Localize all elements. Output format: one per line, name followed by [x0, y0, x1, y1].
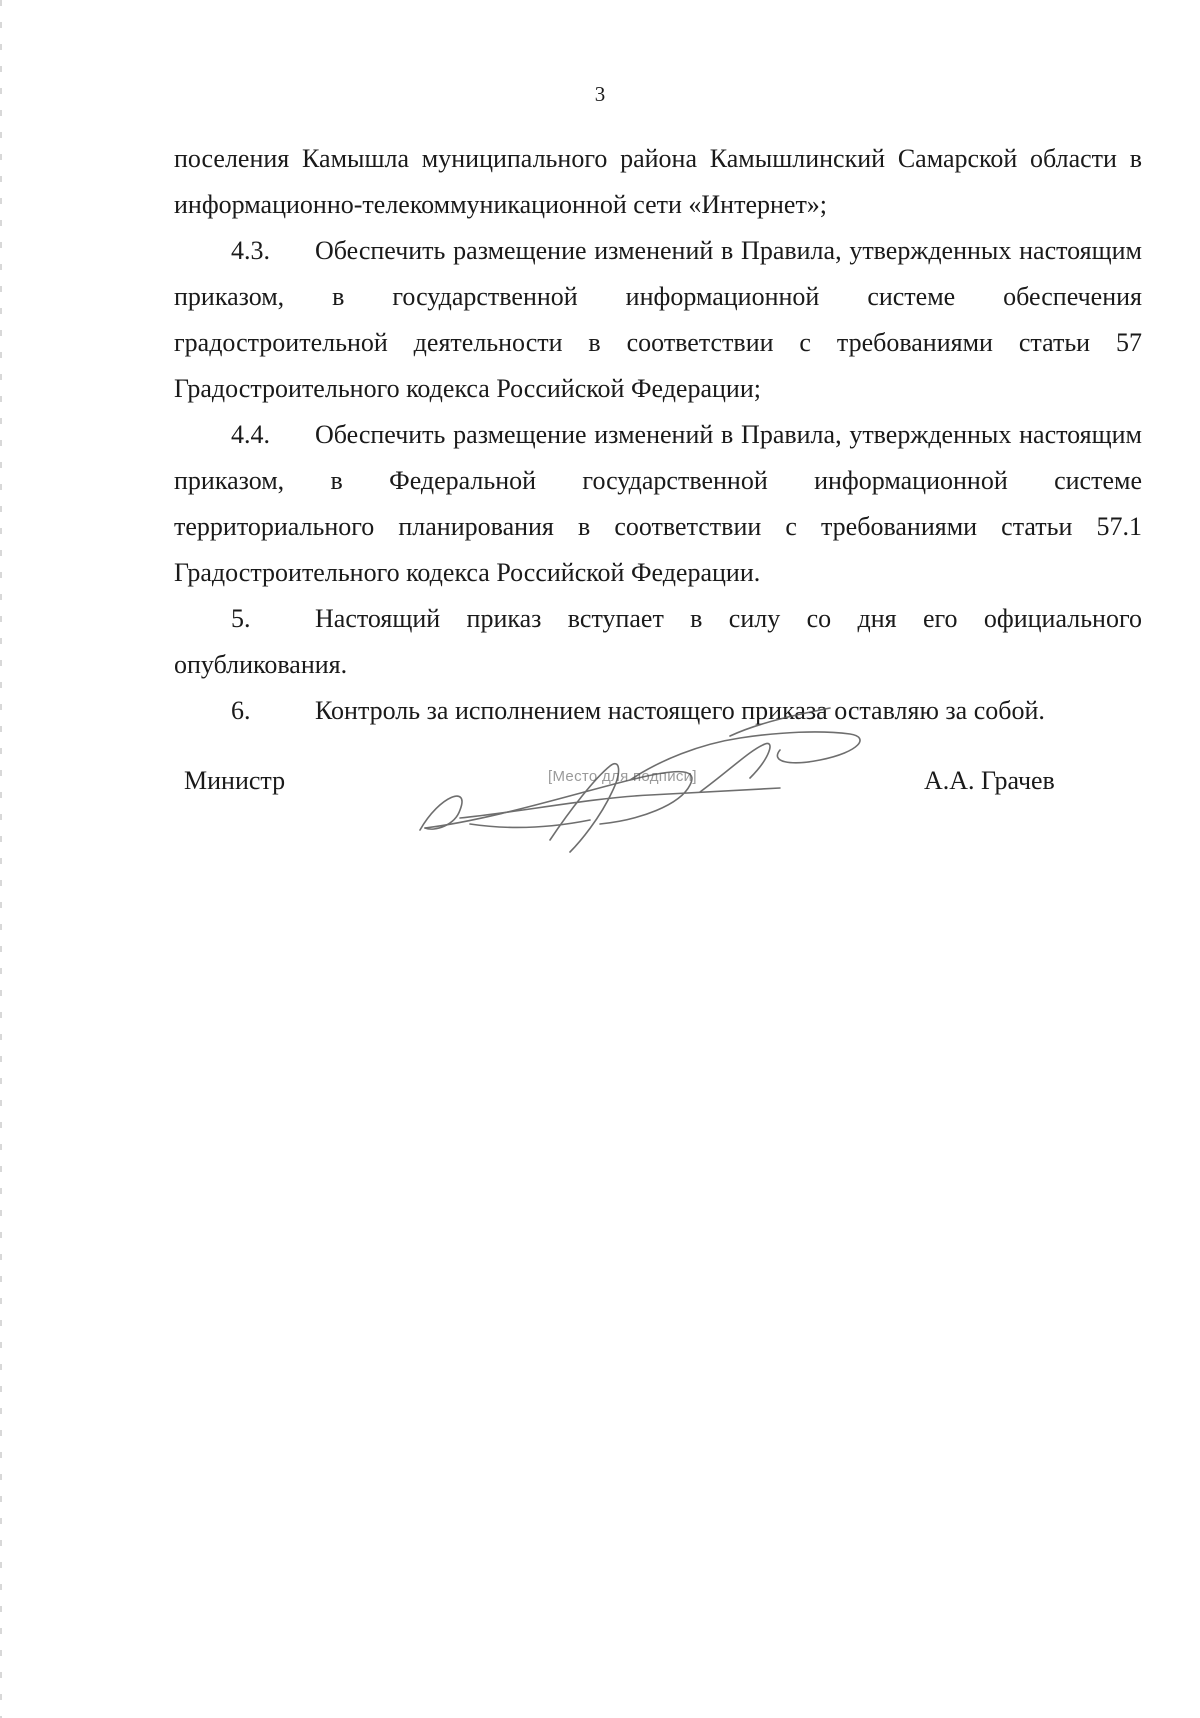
paragraph-5	[174, 596, 1142, 688]
paragraph-number: 4.3.	[231, 236, 270, 265]
paragraph-text: Настоящий приказ вступает в силу со дня его официального опубликования.	[174, 604, 1142, 679]
page-number: 3	[594, 82, 606, 106]
signer-position: Министр	[184, 766, 286, 795]
paragraph-4-3	[174, 228, 1142, 412]
paragraph-text: Контроль за исполнением настоящего приказа оставляю за собой.	[315, 696, 1045, 725]
paragraph-text: Обеспечить размещение изменений в Правила, утвержденных настоящим приказом, в Федеральной государственной информационной системе территориального планирования в соответствии с требованиями статьи 57.1 Градостроительного кодекса Российской Федерации.	[174, 420, 1142, 587]
paragraph-continuation	[174, 136, 1142, 228]
paragraph-number: 4.4.	[231, 420, 270, 449]
paragraph-text: поселения Камышла муниципального района Камышлинский Самарской области в информационно-телекоммуникационной сети «Интернет»;	[174, 144, 1142, 219]
paragraph-text: Обеспечить размещение изменений в Правила, утвержденных настоящим приказом, в государственной информационной системе обеспечения градостроительной деятельности в соответствии с требованиями статьи 57 Градостроительного кодекса Российской Федерации;	[174, 236, 1142, 403]
signature-block	[0, 750, 1200, 870]
document-body	[174, 136, 1142, 734]
paragraph-number: 6.	[231, 696, 251, 725]
paragraph-4-4	[174, 412, 1142, 596]
signer-name: А.А. Грачев	[924, 766, 1055, 795]
signature-placeholder: [Место для подписи]	[548, 768, 697, 785]
handwritten-signature	[400, 700, 960, 860]
paragraph-number: 5.	[231, 604, 251, 633]
